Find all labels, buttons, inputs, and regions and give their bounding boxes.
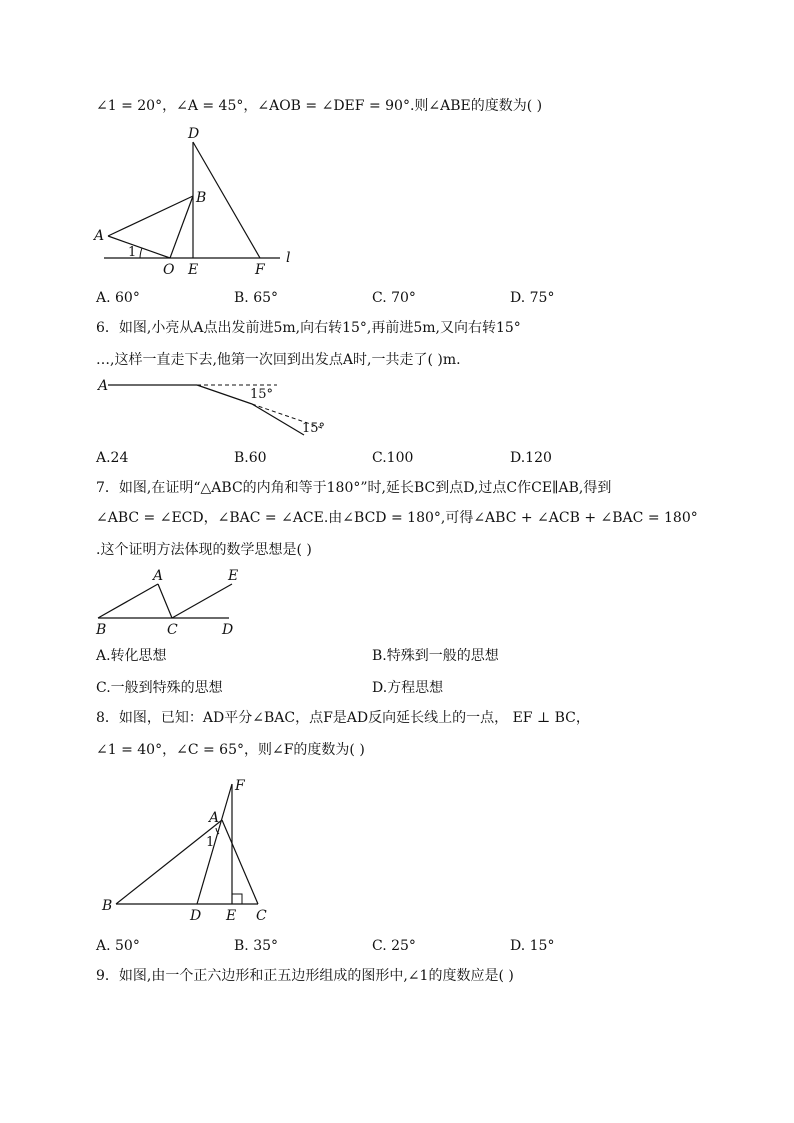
q7-label-e: E xyxy=(228,568,239,584)
q8-label-f: F xyxy=(235,778,245,794)
q8-label-d: D xyxy=(190,908,202,924)
q6-figure xyxy=(92,374,332,444)
q6-option-d[interactable]: D.120 xyxy=(510,450,552,466)
q5-label-b: B xyxy=(196,190,207,206)
q8-option-c[interactable]: C. 25° xyxy=(372,938,416,954)
q5-option-b[interactable]: B. 65° xyxy=(234,290,279,306)
q5-label-d: D xyxy=(188,126,200,142)
q6-stem-line1: 6．如图,小亮从A点出发前进5m,向右转15°,再前进5m,又向右转15° xyxy=(96,320,521,336)
q5-option-d[interactable]: D. 75° xyxy=(510,290,555,306)
q6-option-c[interactable]: C.100 xyxy=(372,450,414,466)
q5-label-o: O xyxy=(163,262,175,278)
q7-label-b: B xyxy=(96,622,107,638)
q5-stem: ∠1 = 20°，∠A = 45°，∠AOB = ∠DEF = 90°.则∠ABE的度数为( ) xyxy=(96,98,543,114)
q7-label-c: C xyxy=(167,622,178,638)
q7-label-d: D xyxy=(222,622,234,638)
q7-option-a[interactable]: A.转化思想 xyxy=(96,648,167,664)
q7-label-a: A xyxy=(153,568,164,584)
q5-option-a[interactable]: A. 60° xyxy=(96,290,140,306)
q6-option-a[interactable]: A.24 xyxy=(96,450,129,466)
q7-option-b[interactable]: B.特殊到一般的思想 xyxy=(372,648,499,664)
q8-label-angle1: 1 xyxy=(206,835,215,850)
q5-figure xyxy=(92,124,312,284)
q8-label-c: C xyxy=(256,908,267,924)
q5-label-angle1: 1 xyxy=(128,245,137,260)
q9-stem: 9．如图,由一个正六边形和正五边形组成的图形中,∠1的度数应是( ) xyxy=(96,968,514,984)
q5-label-l: l xyxy=(286,250,291,266)
q8-label-b: B xyxy=(102,898,113,914)
q7-option-d[interactable]: D.方程思想 xyxy=(372,680,444,696)
q6-stem-line2: …,这样一直走下去,他第一次回到出发点A时,一共走了( )m. xyxy=(96,352,461,368)
q7-stem-line3: .这个证明方法体现的数学思想是( ) xyxy=(96,542,312,558)
q5-option-c[interactable]: C. 70° xyxy=(372,290,416,306)
q6-label-angle2: 15° xyxy=(302,421,326,436)
q8-option-b[interactable]: B. 35° xyxy=(234,938,279,954)
q7-stem-line1: 7．如图,在证明“△ABC的内角和等于180°”时,延长BC到点D,过点C作CE∥AB,得到 xyxy=(96,480,612,496)
q5-label-e: E xyxy=(188,262,199,278)
q6-option-b[interactable]: B.60 xyxy=(234,450,267,466)
q8-figure xyxy=(92,774,292,924)
q8-option-a[interactable]: A. 50° xyxy=(96,938,140,954)
q8-option-d[interactable]: D. 15° xyxy=(510,938,555,954)
q7-figure xyxy=(92,566,252,638)
q5-label-a: A xyxy=(94,228,105,244)
q5-label-f: F xyxy=(255,262,265,278)
q8-stem-line2: ∠1 = 40°，∠C = 65°，则∠F的度数为( ) xyxy=(96,742,365,758)
q8-label-a: A xyxy=(209,810,220,826)
q7-option-c[interactable]: C.一般到特殊的思想 xyxy=(96,680,223,696)
q6-label-a: A xyxy=(98,378,109,394)
q7-stem-line2: ∠ABC = ∠ECD，∠BAC = ∠ACE.由∠BCD = 180°,可得∠ABC + ∠ACB + ∠BAC = 180° xyxy=(96,510,698,526)
q8-stem-line1: 8．如图，已知：AD平分∠BAC，点F是AD反向延长线上的一点， EF ⊥ BC， xyxy=(96,710,590,726)
q6-label-angle1: 15° xyxy=(250,387,274,402)
q8-label-e: E xyxy=(226,908,237,924)
